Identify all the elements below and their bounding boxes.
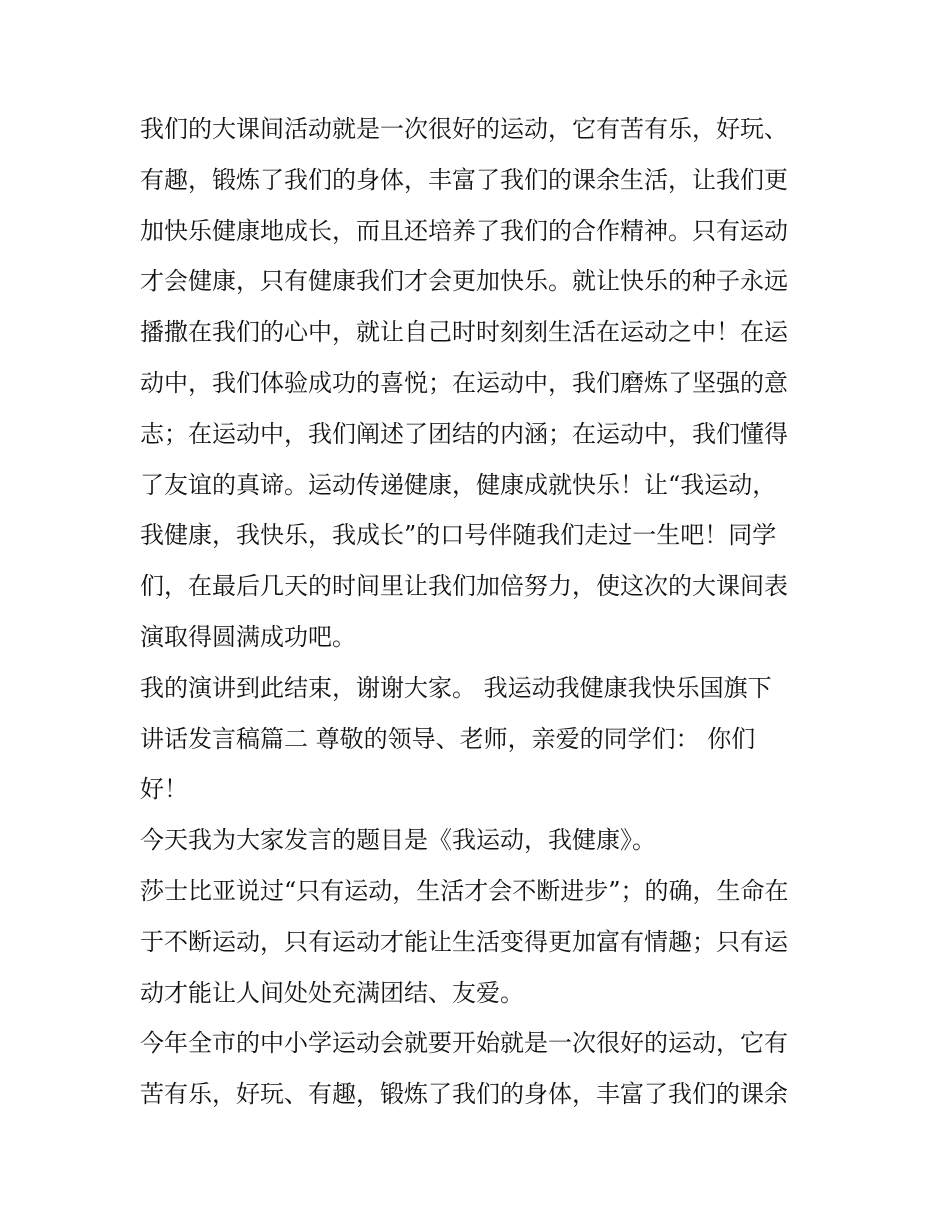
text-line: 讲话发言稿篇二 尊敬的领导、老师，亲爱的同学们： 你们 [140, 724, 756, 753]
text-line: 莎士比亚说过“只有运动，生活才会不断进步”；的确，生命在 [140, 876, 789, 905]
document-body [140, 104, 820, 1120]
text-line: 动才能让人间处处充满团结、友爱。 [140, 978, 524, 1007]
text-line: 于不断运动，只有运动才能让生活变得更加富有情趣；只有运 [140, 927, 788, 956]
text-line: 好！ [140, 775, 188, 804]
text-line: 才会健康，只有健康我们才会更加快乐。就让快乐的种子永远 [140, 267, 788, 296]
text-line: 我们的大课间活动就是一次很好的运动，它有苦有乐，好玩、 [140, 115, 788, 143]
text-line: 演取得圆满成功吧。 [140, 622, 356, 651]
text-line: 有趣，锻炼了我们的身体，丰富了我们的课余生活，让我们更 [140, 165, 788, 194]
text-line: 播撒在我们的心中，就让自己时时刻刻生活在运动之中！在运 [140, 318, 788, 347]
text-line: 志；在运动中，我们阐述了团结的内涵；在运动中，我们懂得 [140, 419, 788, 448]
text-line: 了友谊的真谛。运动传递健康，健康成就快乐！让“我运动， [140, 470, 777, 499]
text-line: 我的演讲到此结束，谢谢大家。 我运动我健康我快乐国旗下 [140, 673, 772, 702]
text-line: 动中，我们体验成功的喜悦；在运动中，我们磨炼了坚强的意 [140, 368, 788, 397]
text-line: 我健康，我快乐，我成长”的口号伴随我们走过一生吧！同学 [140, 521, 777, 550]
text-line: 今年全市的中小学运动会就要开始就是一次很好的运动，它有 [140, 1029, 788, 1058]
text-line: 今天我为大家发言的题目是《我运动，我健康》。 [140, 826, 656, 855]
text-line: 加快乐健康地成长，而且还培养了我们的合作精神。只有运动 [140, 216, 788, 245]
text-line: 苦有乐，好玩、有趣，锻炼了我们的身体，丰富了我们的课余 [140, 1080, 788, 1109]
text-line: 们，在最后几天的时间里让我们加倍努力，使这次的大课间表 [140, 572, 788, 601]
